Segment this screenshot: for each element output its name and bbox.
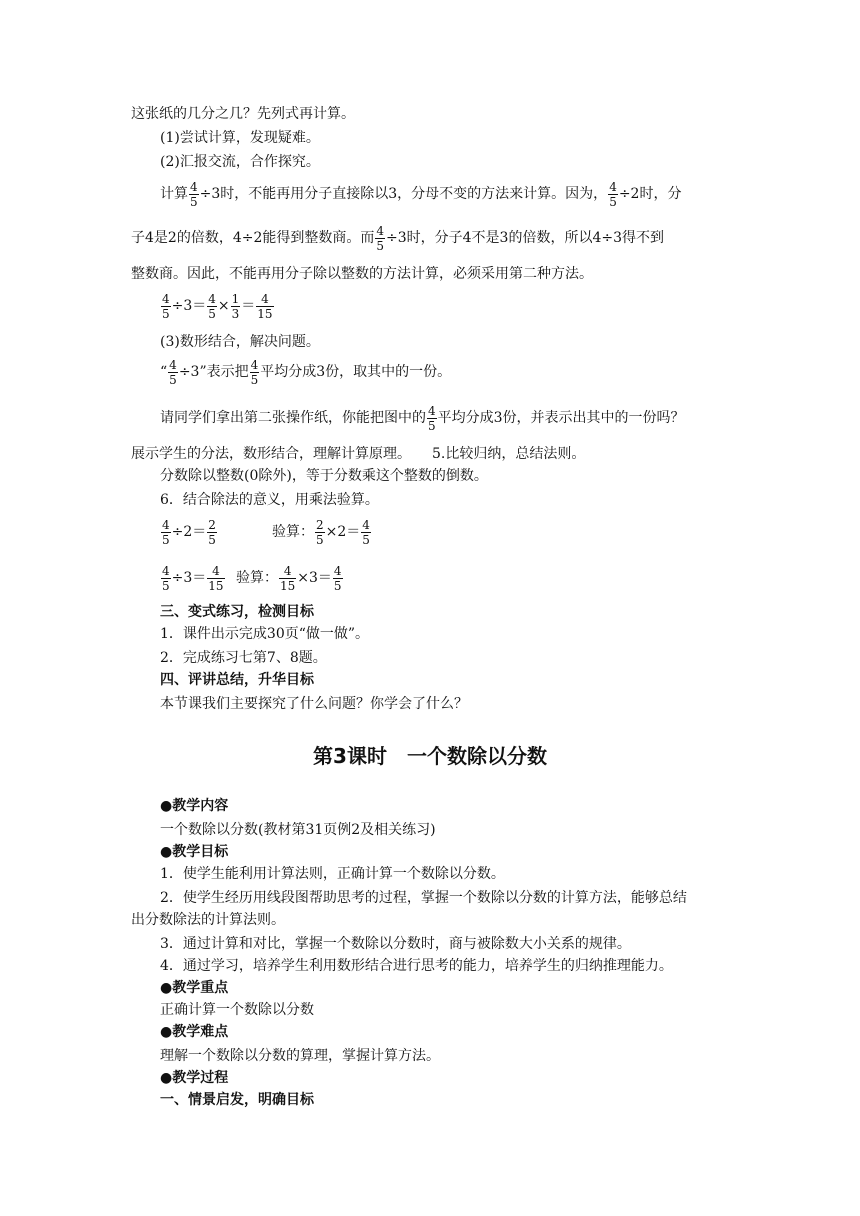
- fraction: $\frac{4}{5}$: [428, 403, 436, 433]
- text-line: 本节课我们主要探究了什么问题？你学会了什么？: [160, 696, 468, 712]
- fraction: $\frac{4}{5}$: [333, 563, 342, 593]
- paragraph-line: “ $\frac{4}{5}$ ÷3”表示把 $\frac{4}{5}$ 平均分成3份，取其中的一份。: [160, 357, 452, 387]
- equation: $\frac{4}{5}$ ÷3＝ $\frac{4}{15}$: [162, 563, 224, 593]
- paragraph-line: 请同学们拿出第二张操作纸，你能把图中的 $\frac{4}{5}$ 平均分成3份，并表示出其中的一份吗？: [160, 403, 685, 433]
- section-heading: ●教学重点: [160, 980, 229, 996]
- fraction: $\frac{4}{5}$: [169, 357, 177, 387]
- text-line: (2)汇报交流，合作探究。: [160, 154, 320, 170]
- text-line: 6．结合除法的意义，用乘法验算。: [160, 492, 379, 508]
- text-line: 分数除以整数(0除外)，等于分数乘这个整数的倒数。: [160, 468, 488, 484]
- text-line: 2．完成练习七第7、8题。: [160, 650, 327, 666]
- fraction: $\frac{4}{5}$: [250, 357, 259, 387]
- equation: 验算： $\frac{4}{15}$ ×3＝ $\frac{4}{5}$: [236, 563, 342, 593]
- text-line: 2．使学生经历用线段图帮助思考的过程，掌握一个数除以分数的计算方法，能够总结: [160, 890, 687, 906]
- text-line: 4．通过学习，培养学生利用数形结合进行思考的能力，培养学生的归纳推理能力。: [160, 958, 673, 974]
- text-line: 1．使学生能利用计算法则，正确计算一个数除以分数。: [160, 866, 505, 882]
- paragraph-line: 子4是2的倍数，4÷2能得到整数商。而 $\frac{4}{5}$ ÷3时，分子4不是3的倍数，所以4÷3得不到: [131, 223, 664, 253]
- text-line: 理解一个数除以分数的算理，掌握计算方法。: [160, 1048, 440, 1064]
- fraction: $\frac{4}{5}$: [162, 563, 170, 593]
- fraction: $\frac{4}{5}$: [362, 517, 370, 547]
- fraction: $\frac{2}{5}$: [316, 517, 324, 547]
- lesson-title: 第3课时 一个数除以分数: [313, 744, 547, 768]
- text-line: 整数商。因此，不能再用分子除以整数的方法计算，必须采用第二种方法。: [131, 266, 593, 282]
- fraction: $\frac{4}{15}$: [257, 291, 273, 321]
- text-line: 3．通过计算和对比，掌握一个数除以分数时，商与被除数大小关系的规律。: [160, 936, 631, 952]
- section-heading: ●教学内容: [160, 798, 229, 814]
- paragraph-line: 计算 $\frac{4}{5}$ ÷3时，不能再用分子直接除以3，分母不变的方法来计算。因为， $\frac{4}{5}$ ÷2时，分: [160, 179, 682, 209]
- fraction: $\frac{4}{15}$: [280, 563, 296, 593]
- text-line: 展示学生的分法，数形结合，理解计算原理。 5.比较归纳，总结法则。: [131, 446, 586, 462]
- text-line: (3)数形结合，解决问题。: [160, 334, 320, 350]
- fraction: $\frac{4}{5}$: [609, 179, 617, 209]
- text-line: 一个数除以分数(教材第31页例2及相关练习): [160, 822, 436, 838]
- fraction: $\frac{1}{3}$: [231, 291, 240, 321]
- text-line: 1．课件出示完成30页“做一做”。: [160, 626, 370, 642]
- fraction: $\frac{4}{5}$: [162, 517, 170, 547]
- fraction: $\frac{4}{5}$: [190, 179, 198, 209]
- section-heading: 一、情景启发，明确目标: [160, 1092, 314, 1108]
- fraction: $\frac{4}{5}$: [208, 291, 216, 321]
- fraction: $\frac{4}{15}$: [208, 563, 224, 593]
- section-heading: 四、评讲总结，升华目标: [160, 672, 314, 688]
- equation: $\frac{4}{5}$ ÷3＝ $\frac{4}{5}$ × $\frac{1}{3}$ ＝ $\frac{4}{15}$: [162, 291, 273, 321]
- fraction: $\frac{4}{5}$: [376, 223, 384, 253]
- equation: 验算： $\frac{2}{5}$ ×2＝ $\frac{4}{5}$: [272, 517, 370, 547]
- section-heading: ●教学目标: [160, 844, 229, 860]
- text-line: (1)尝试计算，发现疑难。: [160, 130, 320, 146]
- text-line: 正确计算一个数除以分数: [160, 1002, 314, 1018]
- text-line: 出分数除法的计算法则。: [131, 912, 285, 928]
- section-heading: ●教学难点: [160, 1024, 229, 1040]
- text-line: 这张纸的几分之几？先列式再计算。: [131, 106, 355, 122]
- equation: $\frac{4}{5}$ ÷2＝ $\frac{2}{5}$: [162, 517, 216, 547]
- section-heading: 三、变式练习，检测目标: [160, 604, 314, 620]
- fraction: $\frac{2}{5}$: [208, 517, 216, 547]
- section-heading: ●教学过程: [160, 1070, 229, 1086]
- fraction: $\frac{4}{5}$: [162, 291, 170, 321]
